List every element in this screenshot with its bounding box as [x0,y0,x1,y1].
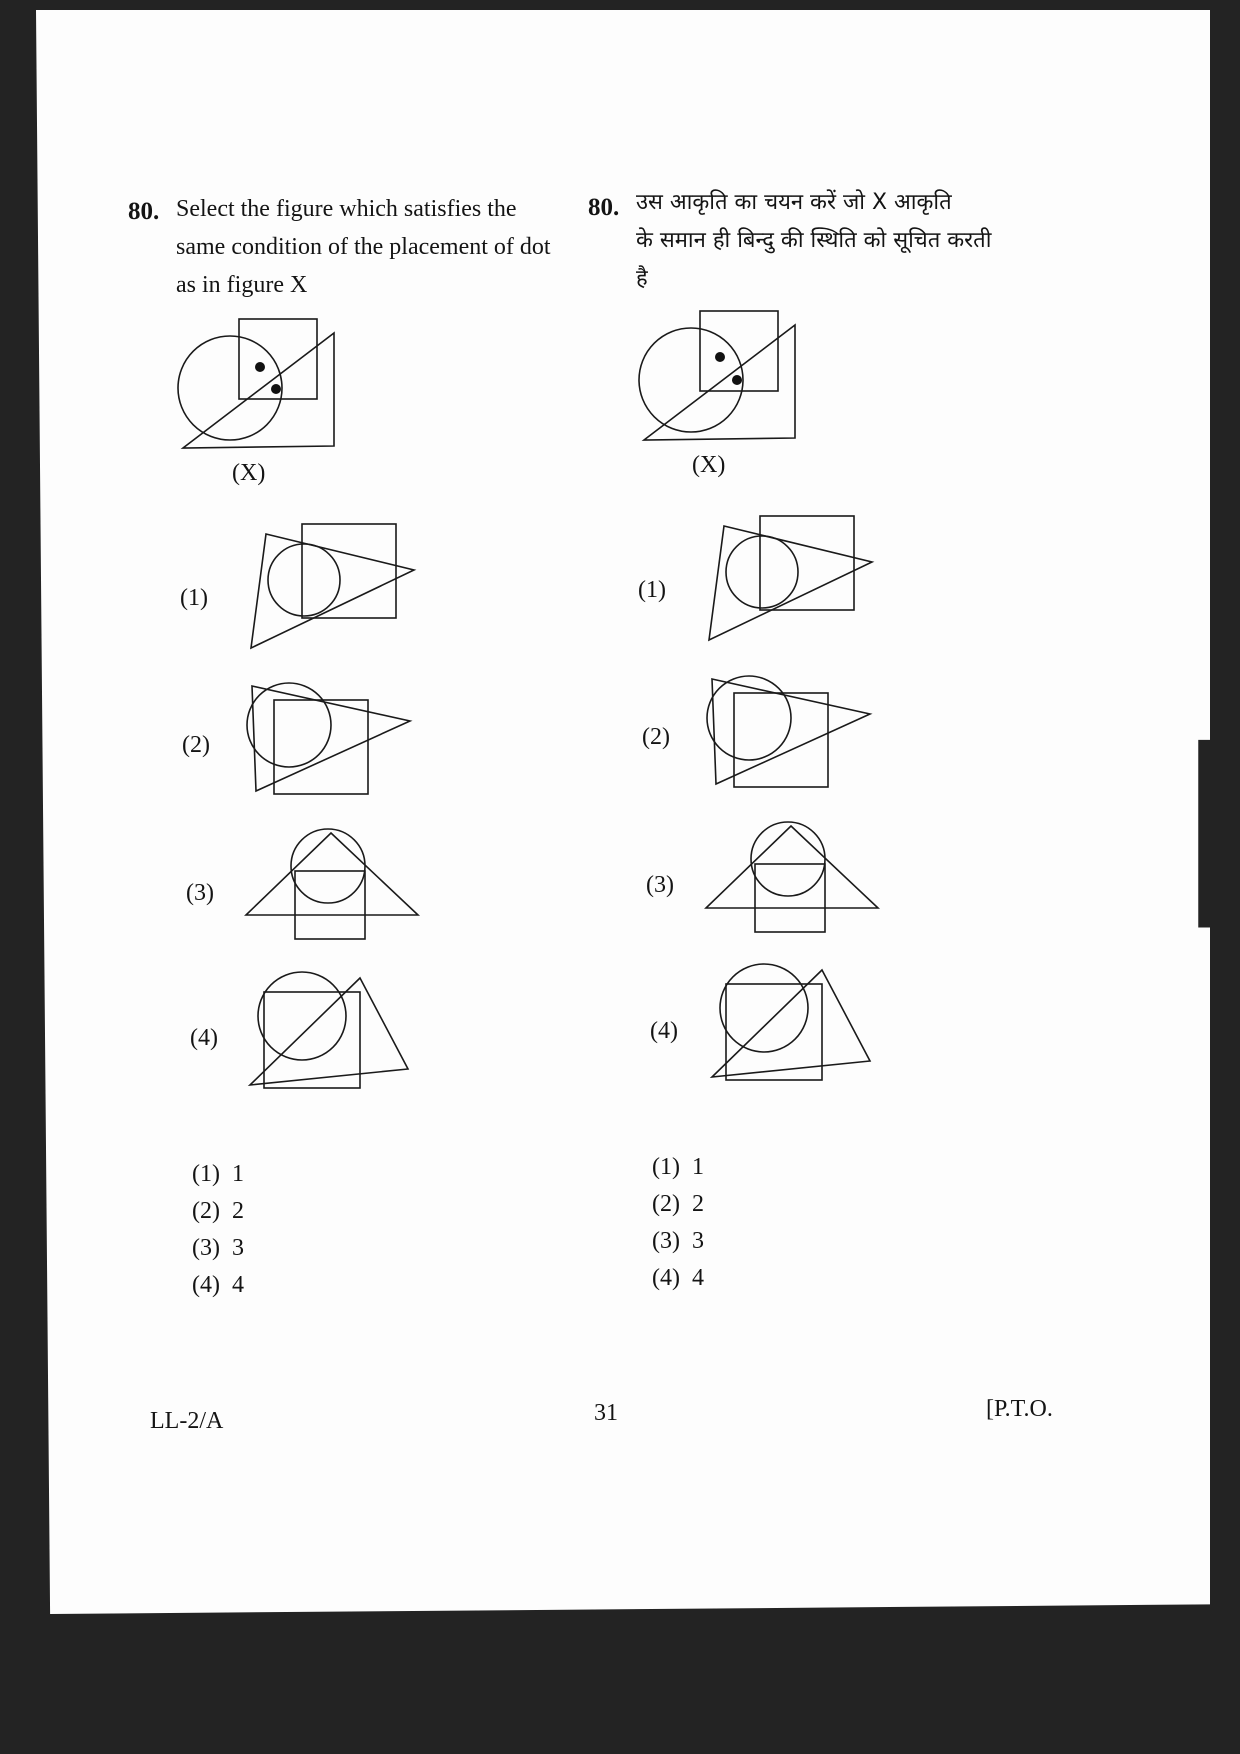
booklet-code: LL-2/A [150,1408,224,1434]
option-label: (2) [182,732,210,758]
figure-option-3 [706,821,881,936]
figure-option-4 [710,964,875,1084]
question-line: Select the figure which satisfies the [176,196,517,222]
question-line: same condition of the placement of dot [176,234,551,260]
figure-option-4 [248,972,413,1092]
question-text-en [176,190,551,304]
answer-list-en [192,1156,244,1304]
answer-choice[interactable]: (1) 1 [652,1154,704,1180]
question-text-hi [636,184,991,298]
answer-choice[interactable]: (4) 4 [192,1272,244,1298]
figure-x-label: (X) [692,452,726,478]
option-label: (3) [646,872,674,898]
question-line: उस आकृति का चयन करें जो X आकृति [636,190,952,215]
answer-choice[interactable]: (4) 4 [652,1265,704,1291]
option-label: (4) [650,1018,678,1044]
option-label: (1) [180,585,208,611]
answer-choice[interactable]: (2) 2 [192,1198,244,1224]
question-number-en: 80. [128,198,160,225]
question-number-hi: 80. [588,194,620,221]
figure-x-label: (X) [232,460,266,486]
figure-x-en [178,315,343,450]
figure-option-2 [246,683,416,798]
answer-choice[interactable]: (3) 3 [652,1228,704,1254]
question-line: के समान ही बिन्दु की स्थिति को सूचित करती [636,228,992,253]
option-label: (1) [638,577,666,603]
answer-list-hi [652,1149,704,1297]
figure-x-hi [638,307,803,442]
answer-choice[interactable]: (1) 1 [192,1161,244,1187]
option-label: (4) [190,1025,218,1051]
pto-marker: [P.T.O. [986,1396,1053,1422]
answer-choice[interactable]: (2) 2 [652,1191,704,1217]
question-line: as in figure X [176,272,308,298]
figure-option-1 [248,522,418,652]
option-label: (3) [186,880,214,906]
option-label: (2) [642,724,670,750]
figure-option-1 [706,514,876,644]
page-number: 31 [594,1400,618,1426]
answer-choice[interactable]: (3) 3 [192,1235,244,1261]
figure-option-3 [246,828,421,943]
question-line: है [636,266,648,291]
figure-option-2 [706,676,876,791]
